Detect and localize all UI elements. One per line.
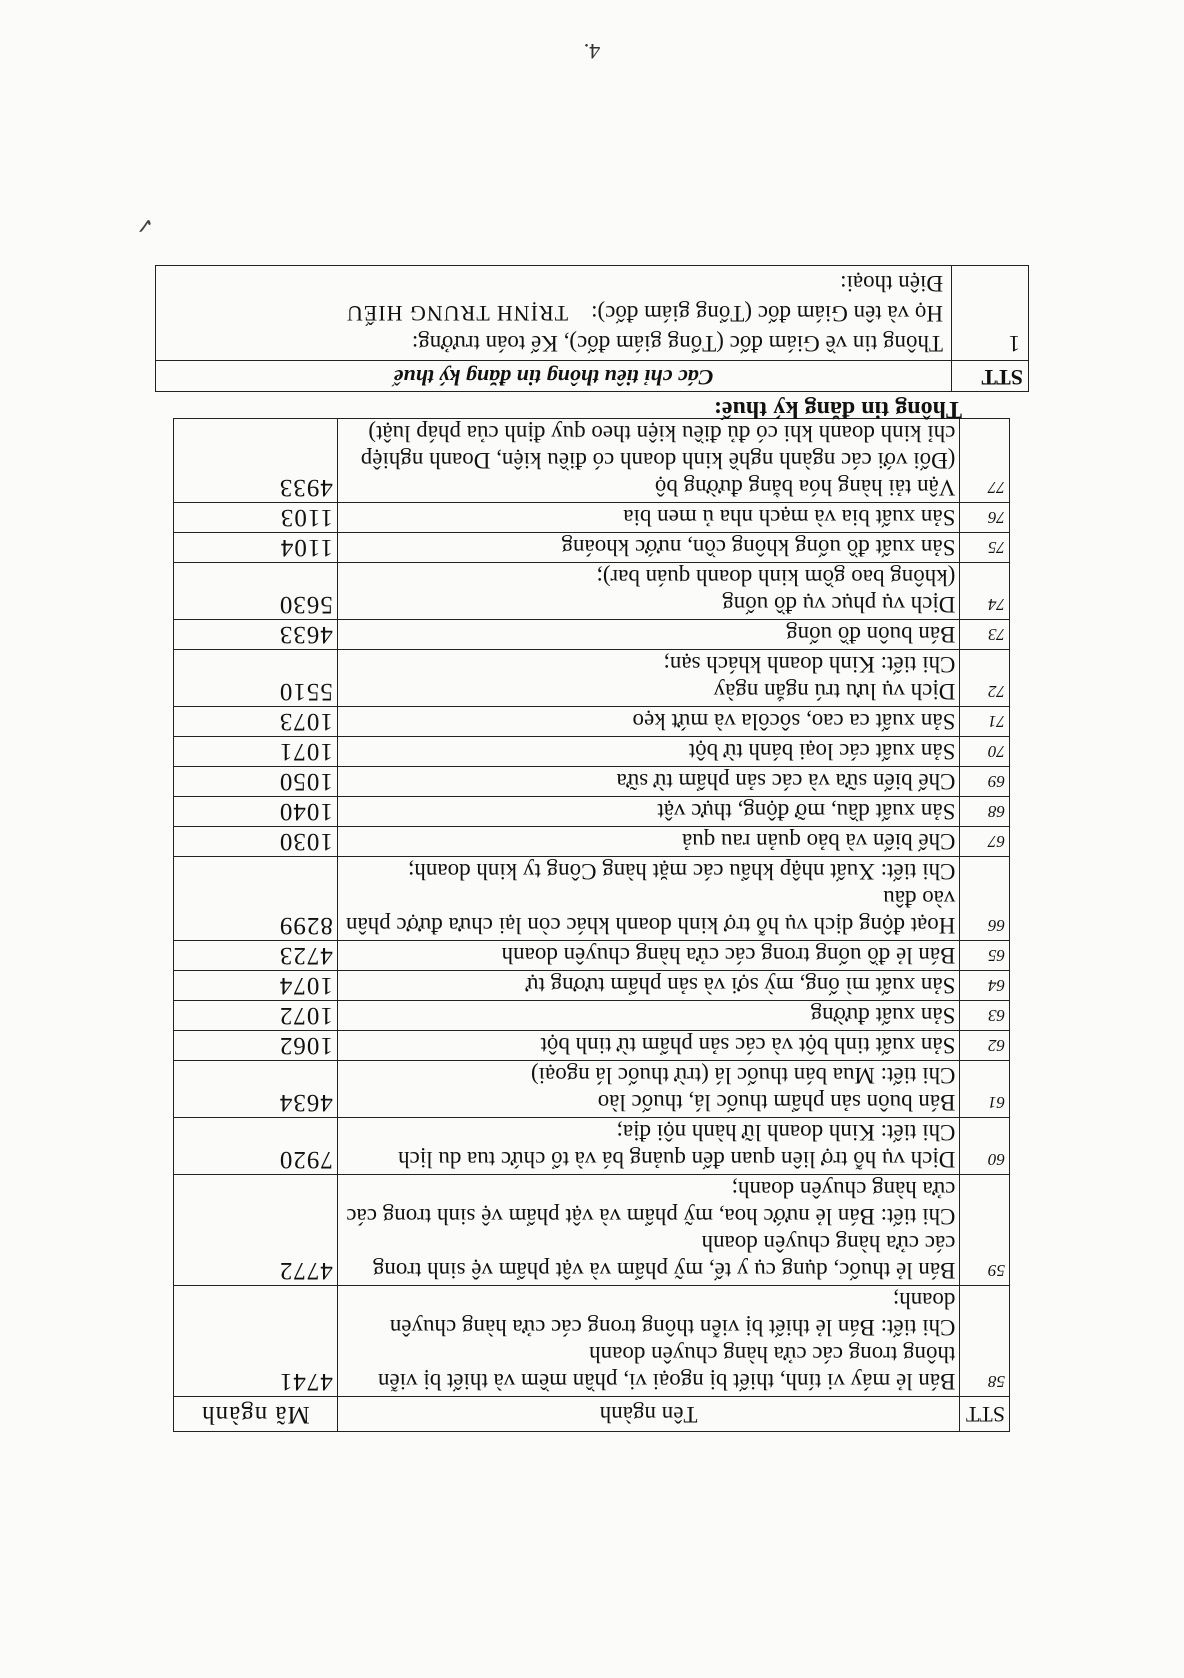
industry-detail-line: Chi tiết: Kinh doanh khách sạn; [663,652,956,677]
row-industry-name [337,533,960,563]
table-row [174,971,1010,1001]
row-industry-code: 1074 [174,971,338,1001]
table-row [174,707,1010,737]
row-industry-code: 1071 [174,737,338,767]
row-industry-name [337,1286,960,1397]
row-stt: 63 [960,1001,1010,1031]
row-industry-name [337,1175,960,1286]
row-industry-name [337,941,960,971]
table-row [174,767,1010,797]
row-stt: 59 [960,1175,1010,1286]
tax-registration-table [155,265,1029,392]
row-industry-code: 8299 [174,857,338,941]
table-row [174,1031,1010,1061]
table-row [174,419,1010,503]
row-stt: 61 [960,1061,1010,1118]
row-industry-code: 5510 [174,650,338,707]
industry-name-line: Sản xuất bia và mạch nha ủ men bia [623,505,956,530]
row-industry-code: 5630 [174,563,338,620]
industry-name-line: Dịch vụ phục vụ đồ uống [722,592,956,617]
row-industry-code: 1104 [174,533,338,563]
row-industry-name [337,650,960,707]
industry-name-line: Sản xuất mì ống, mỳ sợi và sản phẩm tương tự [526,973,956,998]
table-row [174,857,1010,941]
row-industry-code: 4633 [174,620,338,650]
table-row [174,941,1010,971]
row-stt: 70 [960,737,1010,767]
row-industry-name [337,797,960,827]
industry-table [173,418,1010,1432]
table-row [174,563,1010,620]
tax-registration-row [156,266,1029,361]
row-industry-name [337,737,960,767]
industry-name-line: Dịch vụ hỗ trợ liên quan đến quảng bá và tổ chức tua du lịch [398,1147,956,1172]
row-stt: 72 [960,650,1010,707]
row-industry-code: 7920 [174,1118,338,1175]
row-stt: 66 [960,857,1010,941]
director-line [164,298,943,328]
row-industry-name [337,1118,960,1175]
industry-name-line: Sản xuất đồ uống không cồn, nước khoáng [561,535,956,560]
row-industry-name [337,971,960,1001]
row-industry-code: 1062 [174,1031,338,1061]
industry-name-line: Bán buôn đồ uống [786,622,956,647]
row-industry-code: 4933 [174,419,338,503]
row-industry-name [337,857,960,941]
table-row [174,1118,1010,1175]
row-industry-code: 1050 [174,767,338,797]
row-industry-code: 1073 [174,707,338,737]
row-stt: 76 [960,503,1010,533]
table-row [174,533,1010,563]
industry-name-line: Chế biến và bảo quản rau quả [682,829,956,854]
row-industry-name [337,503,960,533]
industry-table-header [174,1397,1010,1432]
row-stt: 65 [960,941,1010,971]
row-industry-name [337,1001,960,1031]
header-stt: STT [960,1397,1010,1432]
tax-registration-heading: Thông tin đăng ký thuế: [713,396,962,422]
reg-row-content [156,266,952,361]
industry-detail-line: Chi tiết: Xuất nhập khẩu các mặt hàng Công ty kinh doanh; [407,859,956,884]
industry-detail-line: (Đối với các ngành nghề kinh doanh có điều kiện, Doanh nghiệp chỉ kinh doanh khi có đủ điều kiện theo quy định của pháp luật) [360,421,956,473]
row-industry-name [337,1061,960,1118]
row-industry-code: 1103 [174,503,338,533]
table-row [174,797,1010,827]
row-stt: 74 [960,563,1010,620]
reg-row-line1: Thông tin về Giám đốc (Tổng giám đốc), Kế toán trưởng: [411,331,943,356]
row-industry-name [337,563,960,620]
row-industry-code: 1040 [174,797,338,827]
industry-name-line: Hoạt động dịch vụ hỗ trợ kinh doanh khác còn lại chưa được phân vào đâu [345,886,956,938]
row-stt: 68 [960,797,1010,827]
industry-detail-line: Chi tiết: Mua bán thuốc lá (trừ thuốc lá ngoại) [530,1063,956,1088]
row-industry-name [337,827,960,857]
table-row [174,650,1010,707]
row-stt: 77 [960,419,1010,503]
industry-detail-line: Chi tiết: Bán lẻ nước hoa, mỹ phẩm và vật phẩm vệ sinh trong các cửa hàng chuyên doanh; [346,1177,956,1229]
row-industry-code: 4634 [174,1061,338,1118]
director-label: Họ và tên Giám đốc (Tổng giám đốc): [591,301,943,326]
row-stt: 67 [960,827,1010,857]
page-number: 4. [583,39,601,64]
industry-name-line: Vận tải hàng hóa bằng đường bộ [654,475,956,500]
industry-name-line: Bán lẻ thuốc, dụng cụ y tế, mỹ phẩm và vật phẩm vệ sinh trong các cửa hàng chuyên doanh [372,1231,956,1283]
industry-name-line: Sản xuất đường [810,1003,956,1028]
row-industry-name [337,767,960,797]
row-industry-code: 4741 [174,1286,338,1397]
industry-name-line: Sản xuất dầu, mỡ động, thực vật [657,799,956,824]
tax-registration-header [156,361,1029,392]
table-row [174,620,1010,650]
row-industry-code: 4723 [174,941,338,971]
table-row [174,503,1010,533]
table-row [174,1061,1010,1118]
table-row [174,827,1010,857]
reg-header-title: Các chỉ tiêu thông tin đăng ký thuế [156,361,952,392]
table-row [174,737,1010,767]
row-stt: 64 [960,971,1010,1001]
row-stt: 75 [960,533,1010,563]
industry-table-body [174,419,1010,1397]
industry-name-line: Bán buôn sản phẩm thuốc lá, thuốc lào [597,1090,956,1115]
row-stt: 69 [960,767,1010,797]
industry-detail-line: Chi tiết: Kinh doanh lữ hành nội địa; [616,1120,956,1145]
industry-detail-line: (không bao gồm kinh doanh quán bar); [596,565,956,590]
row-stt: 58 [960,1286,1010,1397]
table-row [174,1001,1010,1031]
row-stt: 71 [960,707,1010,737]
row-industry-name [337,707,960,737]
row-industry-name [337,1031,960,1061]
director-name: TRỊNH TRUNG HIẾU [345,301,569,326]
row-stt: 60 [960,1118,1010,1175]
industry-name-line: Sản xuất ca cao, sôcôla và mứt kẹo [632,709,956,734]
industry-name-line: Bán lẻ đồ uống trong các cửa hàng chuyên doanh [501,943,956,968]
industry-name-line: Chế biến sữa và các sản phẩm từ sữa [616,769,956,794]
header-industry-code: Mã ngành [174,1397,338,1432]
row-industry-code: 1030 [174,827,338,857]
row-industry-name [337,419,960,503]
reg-row-stt: 1 [952,266,1029,361]
industry-detail-line: Chi tiết: Bán lẻ thiết bị viễn thông trong các cửa hàng chuyên doanh; [389,1288,956,1340]
table-row [174,1175,1010,1286]
industry-name-line: Sản xuất tinh bột và các sản phẩm từ tinh bột [540,1033,956,1058]
check-mark-icon: ✓ [135,213,154,238]
industry-name-line: Bán lẻ máy vi tính, thiết bị ngoại vi, phần mềm và thiết bị viễn thông trong các cửa hàng chuyên doanh [377,1342,956,1394]
industry-name-line: Dịch vụ lưu trú ngắn ngày [713,679,956,704]
header-industry-name: Tên ngành [337,1397,960,1432]
industry-name-line: Sản xuất các loại bánh từ bột [688,739,956,764]
phone-label: Điện thoại: [840,271,943,296]
row-stt: 62 [960,1031,1010,1061]
row-industry-name [337,620,960,650]
row-stt: 73 [960,620,1010,650]
row-industry-code: 1072 [174,1001,338,1031]
table-row [174,1286,1010,1397]
row-industry-code: 4772 [174,1175,338,1286]
reg-header-stt: STT [952,361,1029,392]
